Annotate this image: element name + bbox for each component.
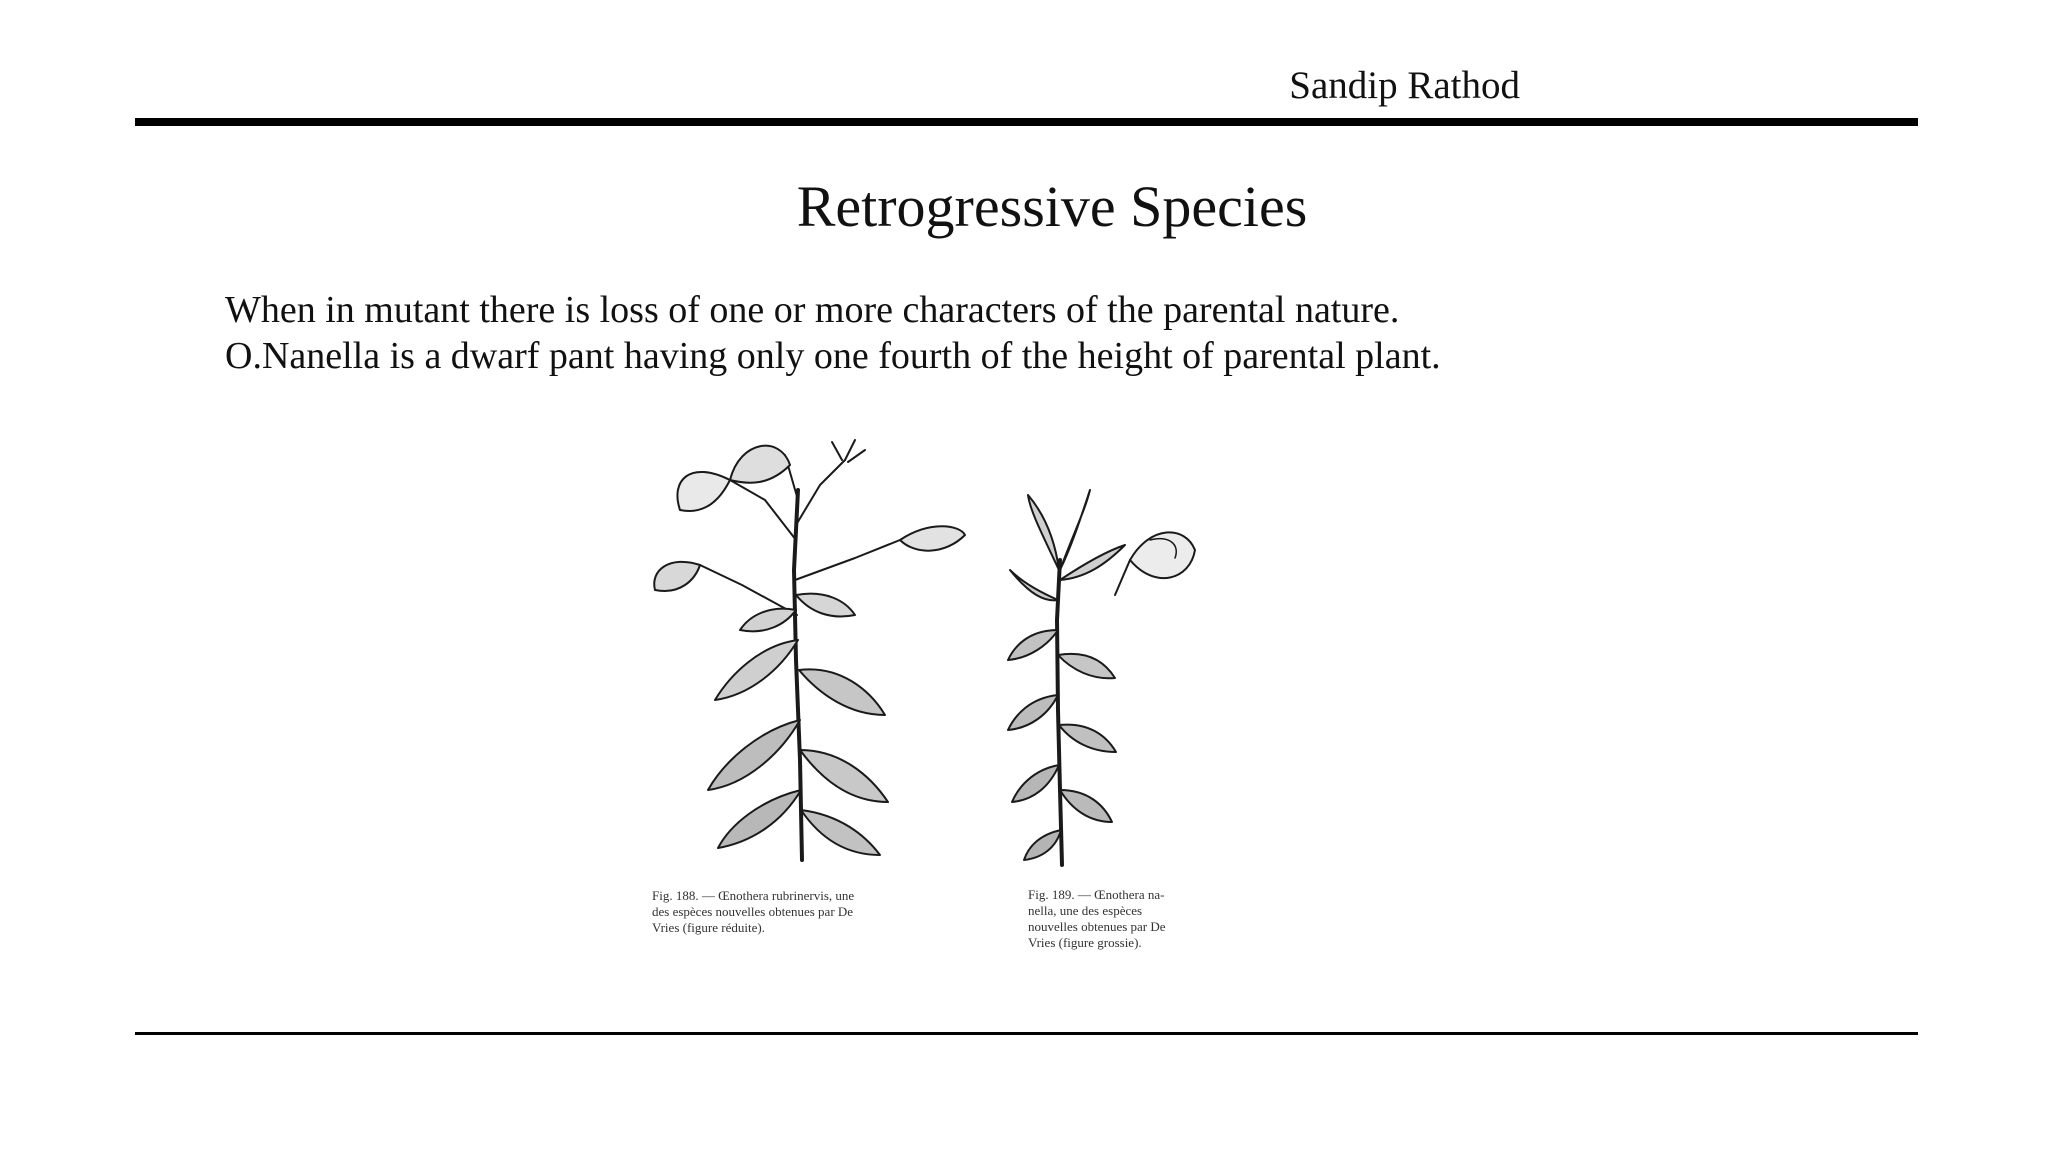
slide-body [225, 287, 1825, 379]
figure-caption-left [652, 888, 854, 936]
slide-title: Retrogressive Species [796, 174, 1308, 239]
plant-illustration [610, 430, 1290, 970]
caption-left-line: Vries (figure réduite). [652, 920, 765, 935]
parental-plant-drawing [654, 440, 965, 860]
caption-right-line: nouvelles obtenues par De [1028, 919, 1166, 934]
caption-right-line: nella, une des espèces [1028, 903, 1143, 918]
body-line-1: When in mutant there is loss of one or more characters of the parental nature. [225, 289, 1400, 331]
caption-left-line: Fig. 188. — Œnothera rubrinervis, une [652, 888, 855, 903]
footer-rule [135, 1032, 1918, 1035]
header-rule [135, 118, 1918, 126]
caption-right-line: Vries (figure grossie). [1028, 935, 1142, 950]
caption-right-line: Fig. 189. — Œnothera na- [1028, 887, 1165, 902]
figure-caption-right [1028, 887, 1166, 951]
caption-left-line: des espèces nouvelles obtenues par De [652, 904, 854, 919]
nanella-plant-drawing [1008, 490, 1195, 865]
author-name: Sandip Rathod [1289, 64, 1520, 107]
body-line-2: O.Nanella is a dwarf pant having only one fourth of the height of parental plant. [225, 335, 1441, 377]
